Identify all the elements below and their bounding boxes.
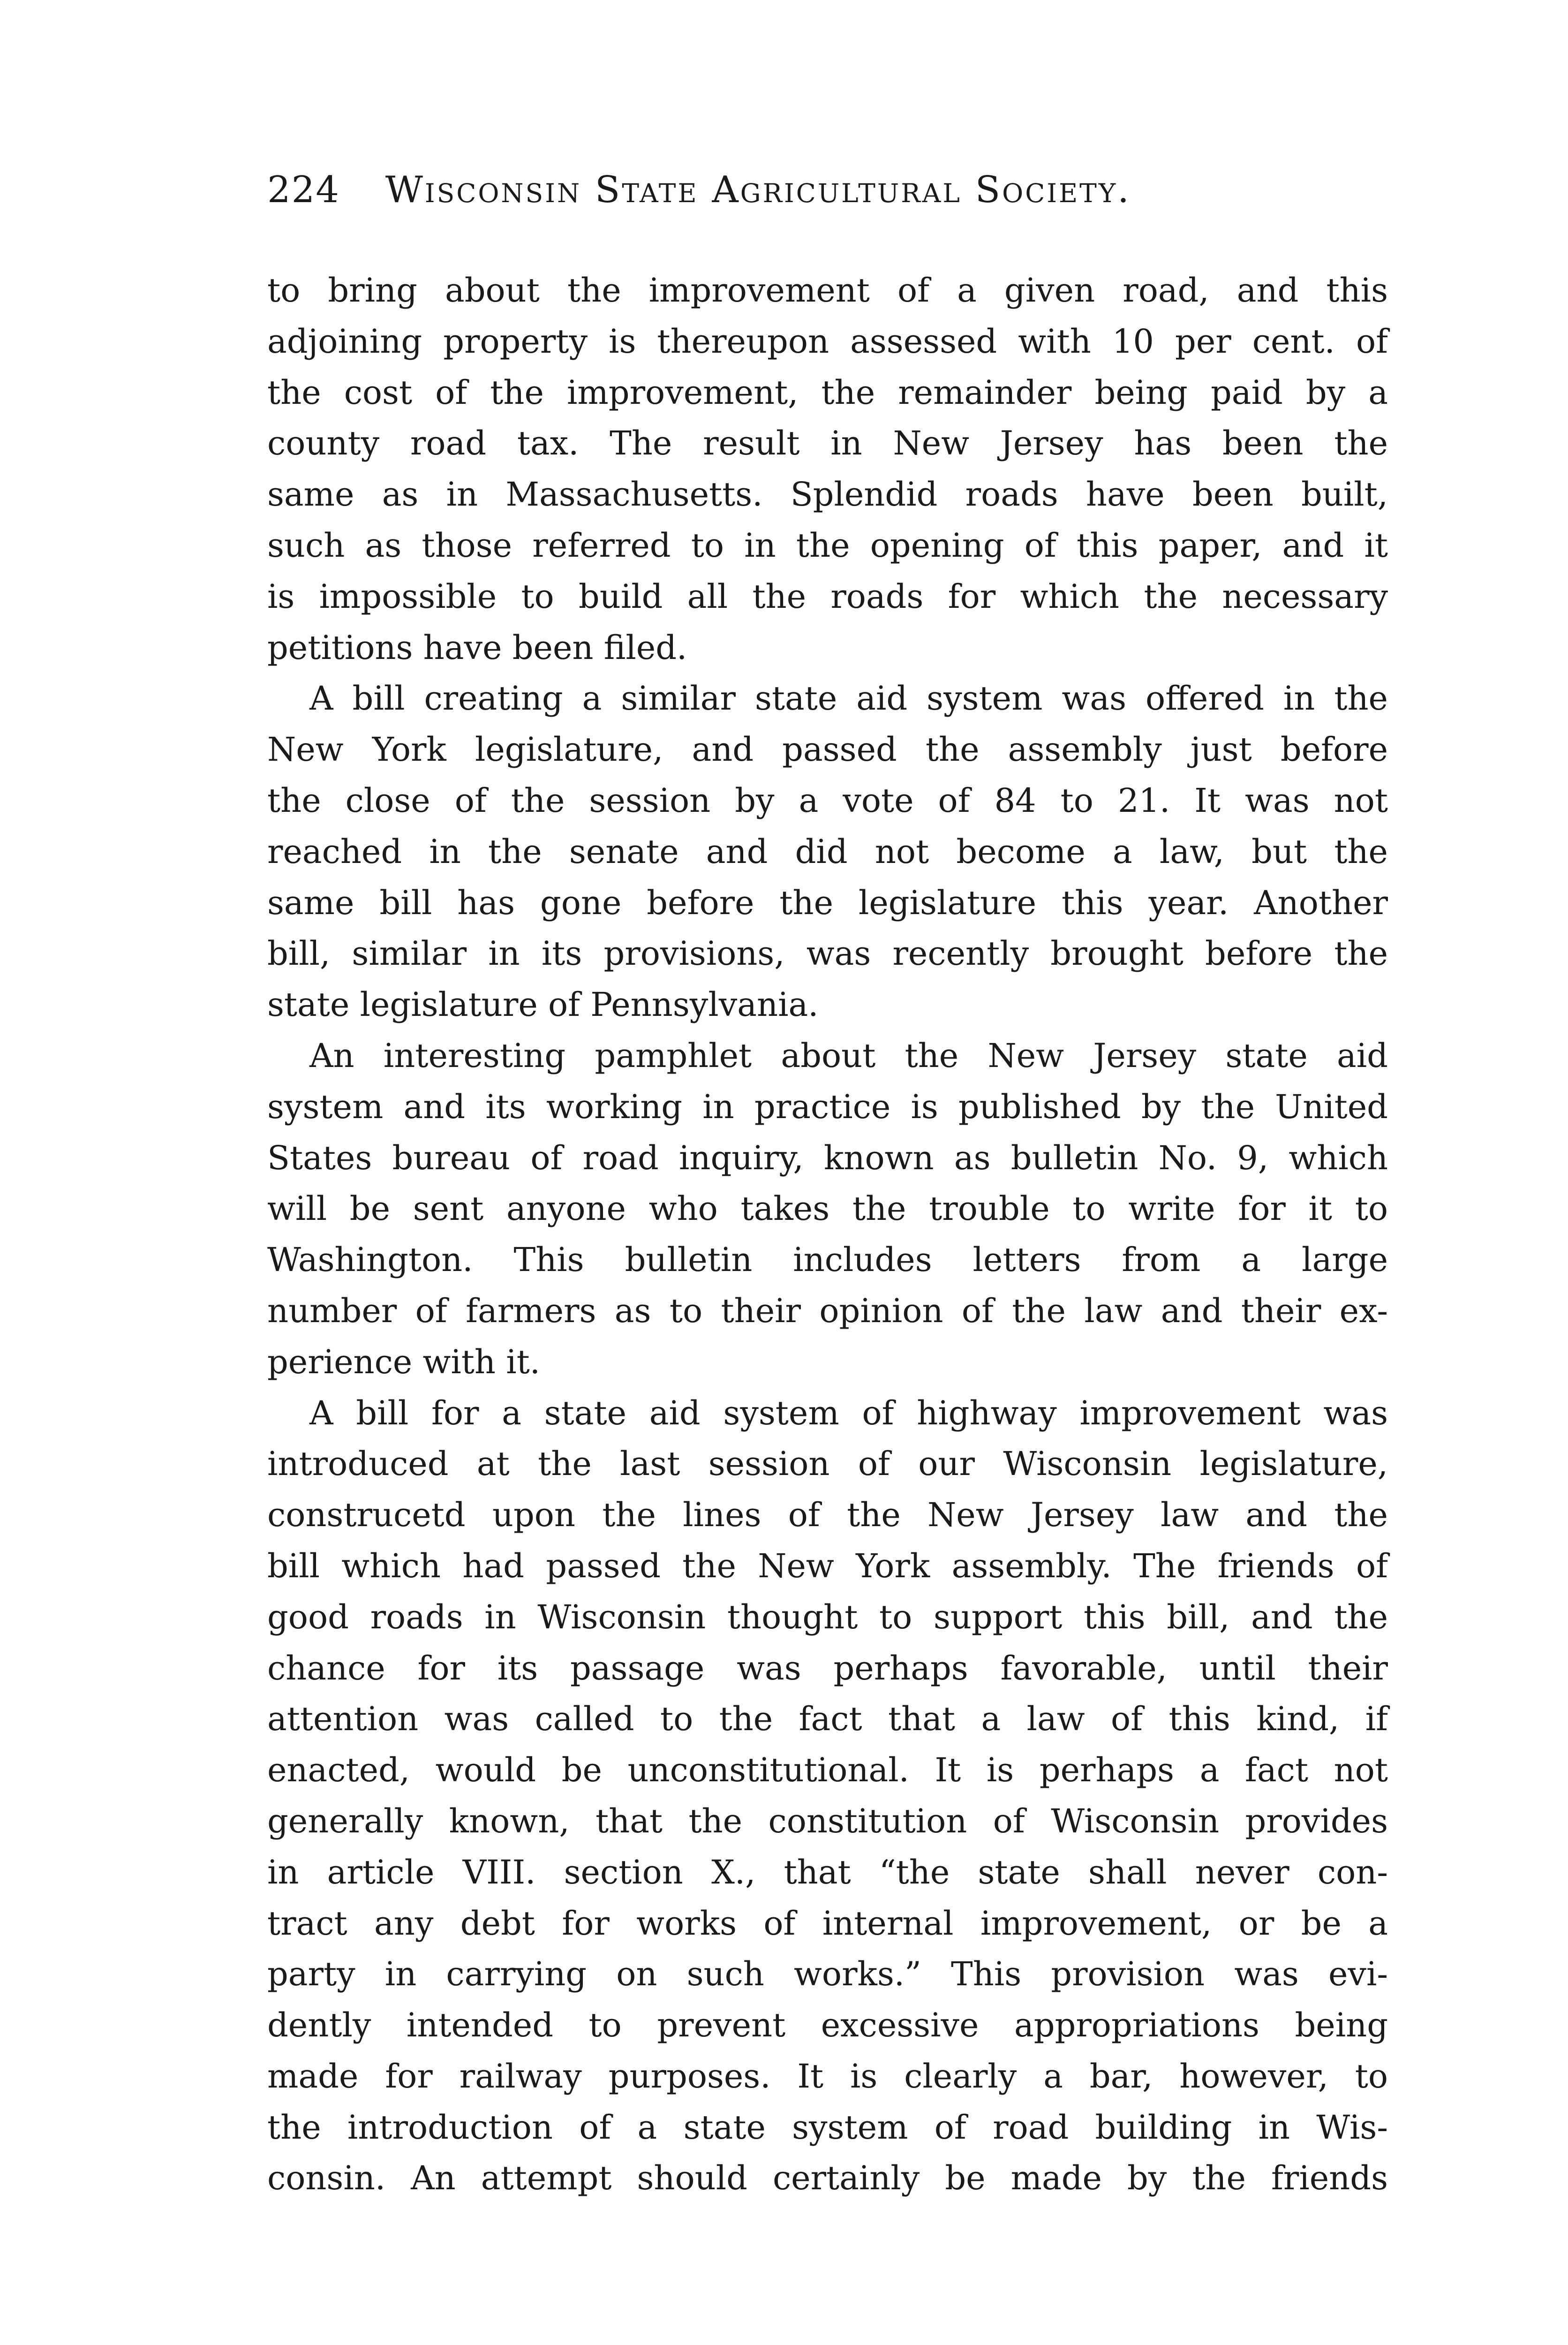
text-line: An interesting pamphlet about the New Jersey state aid	[309, 1036, 1388, 1075]
text-line: introduced at the last session of our Wisconsin legislature,	[267, 1445, 1388, 1483]
text-line: reached in the senate and did not become a law, but the	[267, 832, 1388, 871]
text-line: bill, similar in its provisions, was recently brought before the	[267, 934, 1388, 973]
page-number: 224	[267, 169, 340, 211]
text-line: is impossible to build all the roads for which the necessary	[267, 577, 1388, 616]
page-header	[267, 162, 1393, 218]
running-title: Wisconsin State Agricultural Society.	[385, 169, 1131, 211]
text-line: A bill creating a similar state aid system was offered in the	[309, 679, 1388, 718]
text-line: perience with it.	[267, 1342, 541, 1381]
paragraph-3	[267, 1030, 1388, 1388]
text-line: same as in Massachusetts. Splendid roads have been built,	[267, 475, 1388, 514]
text-line: chance for its passage was perhaps favorable, until their	[267, 1649, 1388, 1687]
text-line: enacted, would be unconstitutional. It is perhaps a fact not	[267, 1751, 1388, 1790]
text-line: good roads in Wisconsin thought to support this bill, and the	[267, 1597, 1388, 1636]
text-line: adjoining property is thereupon assessed with 10 per cent. of	[267, 322, 1388, 361]
text-line: same bill has gone before the legislature this year. Another	[267, 883, 1388, 922]
text-line: attention was called to the fact that a law of this kind, if	[267, 1700, 1388, 1739]
paragraph-1	[267, 265, 1388, 673]
text-line: bill which had passed the New York assembly. The friends of	[267, 1546, 1388, 1585]
text-line: tract any debt for works of internal improvement, or be a	[267, 1904, 1388, 1943]
text-line: the close of the session by a vote of 84 to 21. It was not	[267, 781, 1388, 820]
body-text	[267, 265, 1388, 2204]
text-line: construcetd upon the lines of the New Jersey law and the	[267, 1496, 1388, 1535]
text-line: in article VIII. section X., that “the state shall never con-	[267, 1853, 1388, 1891]
text-line: number of farmers as to their opinion of the law and their ex-	[267, 1291, 1388, 1330]
paragraph-4	[267, 1388, 1388, 2204]
paragraph-2	[267, 673, 1388, 1030]
text-line: county road tax. The result in New Jersey has been the	[267, 424, 1388, 463]
text-line: dently intended to prevent excessive appropriations being	[267, 2006, 1388, 2045]
text-line: party in carrying on such works.” This provision was evi-	[267, 1955, 1388, 1994]
text-line: state legislature of Pennsylvania.	[267, 985, 819, 1024]
text-line: will be sent anyone who takes the trouble to write for it to	[267, 1189, 1388, 1228]
text-line: Washington. This bulletin includes letters from a large	[267, 1241, 1388, 1279]
text-line: generally known, that the constitution of Wisconsin provides	[267, 1801, 1388, 1840]
text-line: New York legislature, and passed the assembly just before	[267, 730, 1388, 769]
text-line: petitions have been filed.	[267, 628, 687, 667]
text-line: system and its working in practice is published by the United	[267, 1087, 1388, 1126]
text-line: the cost of the improvement, the remainder being paid by a	[267, 373, 1388, 412]
text-line: the introduction of a state system of road building in Wis-	[267, 2108, 1388, 2147]
text-line: States bureau of road inquiry, known as bulletin No. 9, which	[267, 1138, 1388, 1177]
text-line: such as those referred to in the opening of this paper, and it	[267, 526, 1388, 565]
text-line: to bring about the improvement of a given road, and this	[267, 271, 1388, 310]
text-line: A bill for a state aid system of highway improvement was	[309, 1393, 1388, 1432]
text-line: made for railway purposes. It is clearly a bar, however, to	[267, 2057, 1388, 2095]
text-line: consin. An attempt should certainly be made by the friends	[267, 2159, 1388, 2198]
